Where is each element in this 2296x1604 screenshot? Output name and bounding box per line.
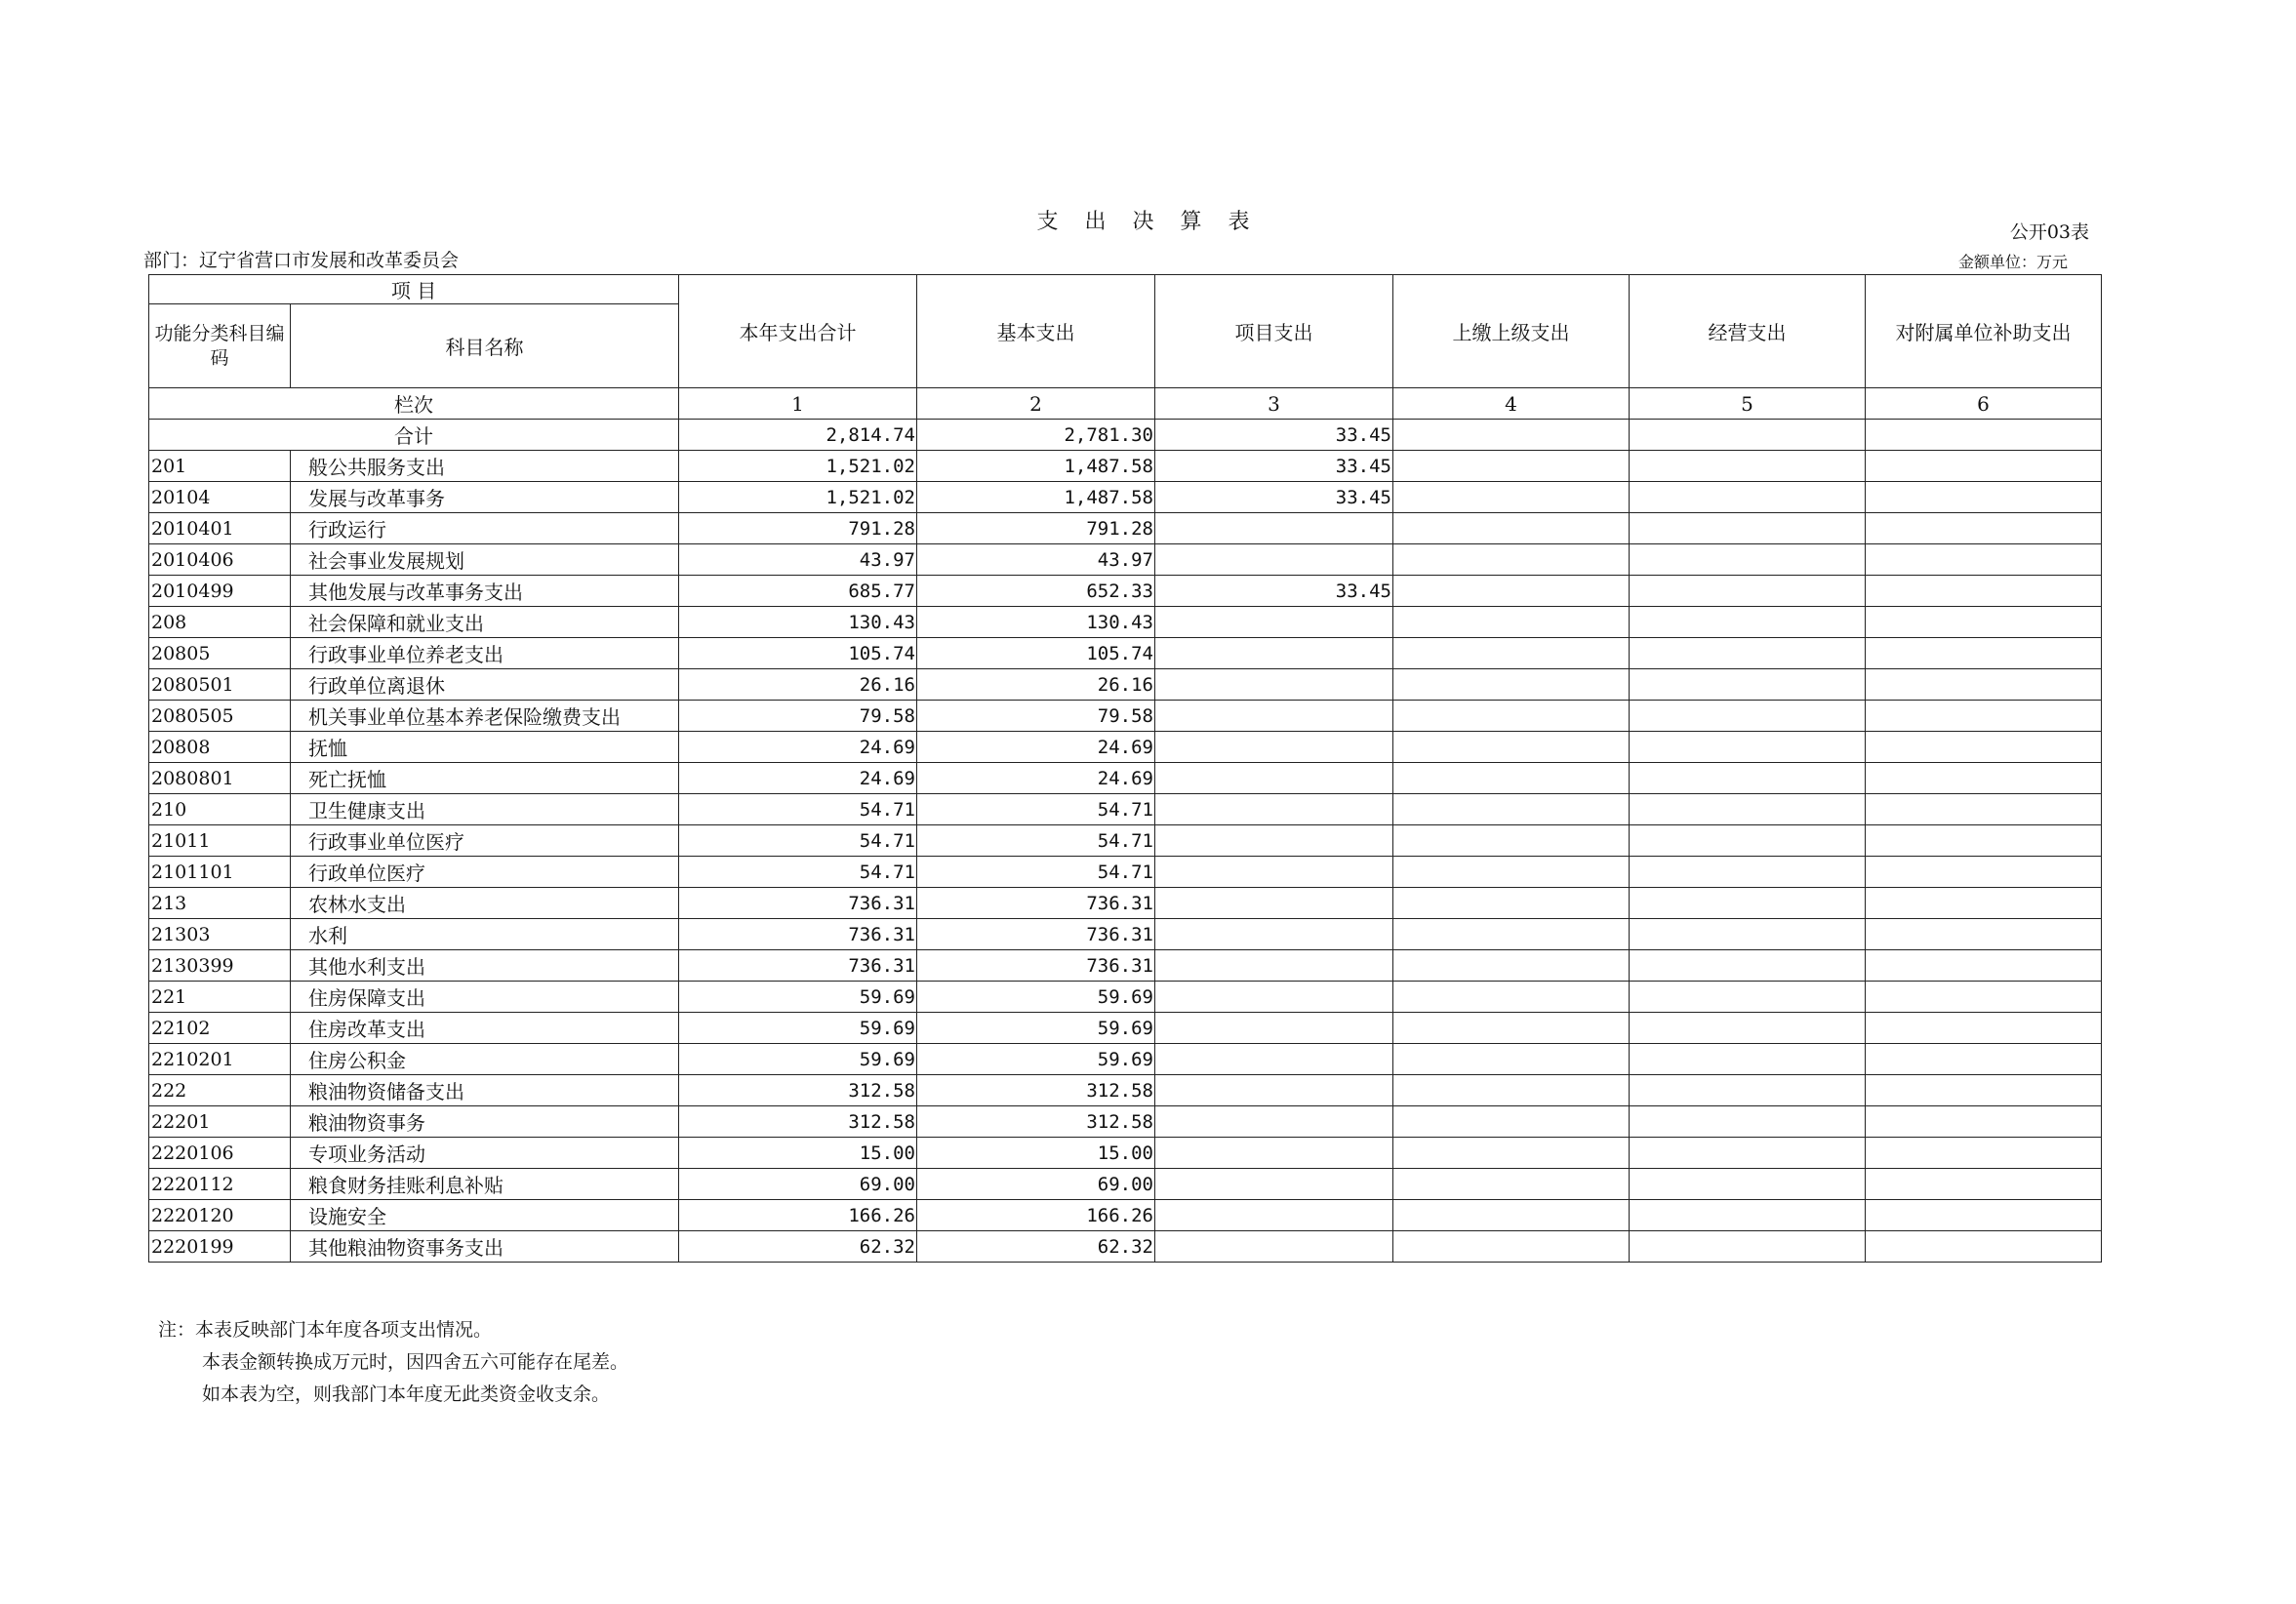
row-value (1630, 513, 1866, 544)
row-value (1155, 1138, 1393, 1169)
column-index: 3 (1155, 388, 1393, 420)
table-row (149, 1106, 2102, 1138)
department-label: 部门：辽宁省营口市发展和改革委员会 (143, 250, 460, 271)
row-value: 1,487.58 (917, 482, 1155, 513)
row-value (1630, 1075, 1866, 1106)
row-value (1630, 1138, 1866, 1169)
row-value (1630, 544, 1866, 576)
row-value: 312.58 (679, 1106, 917, 1138)
row-value (1393, 669, 1630, 701)
row-value (1866, 732, 2102, 763)
row-value: 33.45 (1155, 576, 1393, 607)
row-value (1866, 669, 2102, 701)
row-value: 79.58 (679, 701, 917, 732)
column-index: 4 (1393, 388, 1630, 420)
table-row (149, 1200, 2102, 1231)
row-value (1393, 919, 1630, 950)
row-value (1866, 576, 2102, 607)
row-value (1155, 732, 1393, 763)
form-number: 公开03表 (2009, 221, 2089, 243)
row-value (1630, 669, 1866, 701)
row-name: 行政事业单位养老支出 (291, 638, 679, 669)
column-index-row (149, 388, 2102, 420)
column-header: 对附属单位补助支出 (1866, 275, 2102, 388)
row-name: 机关事业单位基本养老保险缴费支出 (291, 701, 679, 732)
row-code: 2130399 (149, 950, 291, 982)
row-value (1393, 576, 1630, 607)
row-value (1866, 638, 2102, 669)
row-value (1393, 825, 1630, 857)
row-value (1866, 857, 2102, 888)
row-value: 54.71 (679, 794, 917, 825)
row-value: 26.16 (679, 669, 917, 701)
row-name: 般公共服务支出 (291, 451, 679, 482)
row-code: 22201 (149, 1106, 291, 1138)
row-value (1630, 732, 1866, 763)
row-value: 791.28 (679, 513, 917, 544)
row-value (1630, 919, 1866, 950)
row-value (1866, 919, 2102, 950)
row-value: 79.58 (917, 701, 1155, 732)
row-value (1155, 794, 1393, 825)
row-value (1866, 482, 2102, 513)
row-value (1155, 1169, 1393, 1200)
row-value: 685.77 (679, 576, 917, 607)
row-value (1630, 607, 1866, 638)
row-value: 69.00 (917, 1169, 1155, 1200)
row-value (1630, 1169, 1866, 1200)
row-value (1630, 1044, 1866, 1075)
row-name: 行政单位医疗 (291, 857, 679, 888)
row-value (1630, 638, 1866, 669)
column-index: 6 (1866, 388, 2102, 420)
row-value (1155, 950, 1393, 982)
row-value (1393, 1138, 1630, 1169)
row-value (1393, 1231, 1630, 1263)
row-value (1155, 1231, 1393, 1263)
row-value: 62.32 (917, 1231, 1155, 1263)
row-value (1393, 982, 1630, 1013)
note-line: 注：本表反映部门本年度各项支出情况。 (158, 1319, 493, 1341)
row-code: 2010401 (149, 513, 291, 544)
row-value: 43.97 (679, 544, 917, 576)
table-row (149, 1075, 2102, 1106)
notes (158, 1314, 628, 1411)
row-name: 粮食财务挂账利息补贴 (291, 1169, 679, 1200)
row-value (1866, 1138, 2102, 1169)
row-value (1155, 1075, 1393, 1106)
row-value (1866, 544, 2102, 576)
row-value (1866, 1169, 2102, 1200)
row-name: 住房公积金 (291, 1044, 679, 1075)
row-value: 54.71 (679, 825, 917, 857)
row-code: 221 (149, 982, 291, 1013)
table-row (149, 825, 2102, 857)
row-name: 社会事业发展规划 (291, 544, 679, 576)
row-name: 农林水支出 (291, 888, 679, 919)
row-value (1393, 794, 1630, 825)
table-row (149, 1231, 2102, 1263)
row-value: 54.71 (917, 857, 1155, 888)
row-value: 54.71 (679, 857, 917, 888)
row-value (1866, 950, 2102, 982)
note-line: 如本表为空，则我部门本年度无此类资金收支余。 (202, 1383, 611, 1405)
row-name: 水利 (291, 919, 679, 950)
row-value: 24.69 (679, 763, 917, 794)
row-value (1630, 982, 1866, 1013)
row-code: 2080501 (149, 669, 291, 701)
row-name: 死亡抚恤 (291, 763, 679, 794)
row-value (1393, 482, 1630, 513)
row-code: 222 (149, 1075, 291, 1106)
row-name: 粮油物资事务 (291, 1106, 679, 1138)
row-value: 791.28 (917, 513, 1155, 544)
row-value: 166.26 (917, 1200, 1155, 1231)
row-value (1866, 763, 2102, 794)
row-value (1155, 888, 1393, 919)
row-value (1393, 701, 1630, 732)
row-value (1393, 638, 1630, 669)
row-value (1393, 950, 1630, 982)
code-header: 功能分类科目编码 (149, 304, 291, 388)
row-name: 社会保障和就业支出 (291, 607, 679, 638)
row-code: 22102 (149, 1013, 291, 1044)
row-value (1630, 950, 1866, 982)
row-value (1630, 1231, 1866, 1263)
row-value (1630, 857, 1866, 888)
note-line: 本表金额转换成万元时，因四舍五六可能存在尾差。 (202, 1351, 629, 1373)
row-value: 105.74 (917, 638, 1155, 669)
table-row (149, 732, 2102, 763)
row-value: 33.45 (1155, 451, 1393, 482)
row-value (1155, 825, 1393, 857)
row-value (1866, 513, 2102, 544)
row-name: 专项业务活动 (291, 1138, 679, 1169)
row-value: 59.69 (917, 982, 1155, 1013)
row-value (1155, 1200, 1393, 1231)
table-row (149, 451, 2102, 482)
row-name: 抚恤 (291, 732, 679, 763)
row-value: 59.69 (917, 1044, 1155, 1075)
row-value (1866, 825, 2102, 857)
row-code: 2010499 (149, 576, 291, 607)
table-body (149, 388, 2102, 1263)
row-value (1155, 1044, 1393, 1075)
row-value (1155, 544, 1393, 576)
table-row (149, 1169, 2102, 1200)
table-row (149, 607, 2102, 638)
row-name: 其他水利支出 (291, 950, 679, 982)
row-value (1155, 701, 1393, 732)
row-value (1866, 701, 2102, 732)
row-code: 210 (149, 794, 291, 825)
row-value (1393, 857, 1630, 888)
row-code: 208 (149, 607, 291, 638)
row-value: 26.16 (917, 669, 1155, 701)
row-value: 24.69 (917, 763, 1155, 794)
row-value: 1,487.58 (917, 451, 1155, 482)
column-header: 项目支出 (1155, 275, 1393, 388)
row-value (1866, 1200, 2102, 1231)
row-code: 2101101 (149, 857, 291, 888)
row-name: 发展与改革事务 (291, 482, 679, 513)
row-value (1393, 544, 1630, 576)
row-value (1866, 794, 2102, 825)
total-row (149, 420, 2102, 451)
row-code: 20808 (149, 732, 291, 763)
row-value (1630, 794, 1866, 825)
row-value: 652.33 (917, 576, 1155, 607)
row-value: 54.71 (917, 794, 1155, 825)
row-value (1155, 857, 1393, 888)
row-name: 其他发展与改革事务支出 (291, 576, 679, 607)
row-value (1155, 919, 1393, 950)
row-name: 行政运行 (291, 513, 679, 544)
total-label: 合计 (149, 420, 679, 451)
row-value: 736.31 (917, 888, 1155, 919)
row-value (1155, 513, 1393, 544)
row-value (1155, 1013, 1393, 1044)
table-row (149, 888, 2102, 919)
row-value: 24.69 (917, 732, 1155, 763)
total-value (1630, 420, 1866, 451)
row-code: 2210201 (149, 1044, 291, 1075)
row-value: 736.31 (917, 919, 1155, 950)
row-value: 24.69 (679, 732, 917, 763)
table-row (149, 919, 2102, 950)
row-code: 21011 (149, 825, 291, 857)
column-header: 经营支出 (1630, 275, 1866, 388)
total-value: 2,814.74 (679, 420, 917, 451)
column-index: 1 (679, 388, 917, 420)
row-code: 2080505 (149, 701, 291, 732)
row-value (1393, 888, 1630, 919)
table-row (149, 576, 2102, 607)
row-value (1393, 763, 1630, 794)
column-header: 本年支出合计 (679, 275, 917, 388)
column-index-label: 栏次 (149, 388, 679, 420)
row-value: 33.45 (1155, 482, 1393, 513)
row-value (1155, 638, 1393, 669)
table-row (149, 763, 2102, 794)
row-value (1393, 1013, 1630, 1044)
row-value (1630, 825, 1866, 857)
table-row (149, 950, 2102, 982)
row-value (1866, 1106, 2102, 1138)
table-row (149, 1138, 2102, 1169)
table-row (149, 513, 2102, 544)
row-value: 1,521.02 (679, 482, 917, 513)
table-row (149, 669, 2102, 701)
row-value: 62.32 (679, 1231, 917, 1263)
row-value (1630, 701, 1866, 732)
row-name: 住房保障支出 (291, 982, 679, 1013)
column-index: 5 (1630, 388, 1866, 420)
row-value (1393, 1044, 1630, 1075)
report-title: 支 出 决 算 表 (1036, 210, 1260, 234)
total-value: 33.45 (1155, 420, 1393, 451)
row-value (1866, 451, 2102, 482)
row-value (1155, 669, 1393, 701)
row-value: 69.00 (679, 1169, 917, 1200)
row-value (1866, 607, 2102, 638)
row-value: 736.31 (679, 950, 917, 982)
row-code: 213 (149, 888, 291, 919)
table-row (149, 482, 2102, 513)
row-code: 2220112 (149, 1169, 291, 1200)
column-header: 上缴上级支出 (1393, 275, 1630, 388)
row-value: 736.31 (679, 919, 917, 950)
total-value (1866, 420, 2102, 451)
row-code: 2220120 (149, 1200, 291, 1231)
row-name: 行政事业单位医疗 (291, 825, 679, 857)
row-value (1866, 1231, 2102, 1263)
total-value: 2,781.30 (917, 420, 1155, 451)
row-code: 21303 (149, 919, 291, 950)
row-value (1866, 982, 2102, 1013)
row-value (1866, 1013, 2102, 1044)
row-value (1866, 1044, 2102, 1075)
row-value: 166.26 (679, 1200, 917, 1231)
row-value (1393, 607, 1630, 638)
row-value (1866, 888, 2102, 919)
row-code: 2220199 (149, 1231, 291, 1263)
row-value: 312.58 (917, 1106, 1155, 1138)
expenditure-table (148, 274, 2102, 1263)
row-value: 59.69 (679, 1013, 917, 1044)
table-row (149, 544, 2102, 576)
row-value (1155, 1106, 1393, 1138)
column-index: 2 (917, 388, 1155, 420)
row-value (1630, 482, 1866, 513)
row-value: 312.58 (679, 1075, 917, 1106)
item-header: 项 目 (149, 275, 679, 304)
row-value: 59.69 (917, 1013, 1155, 1044)
row-value: 15.00 (917, 1138, 1155, 1169)
row-value (1393, 1169, 1630, 1200)
row-value (1630, 763, 1866, 794)
row-value (1393, 1200, 1630, 1231)
row-value (1630, 451, 1866, 482)
row-value: 736.31 (679, 888, 917, 919)
row-value: 736.31 (917, 950, 1155, 982)
row-value: 130.43 (679, 607, 917, 638)
row-name: 粮油物资储备支出 (291, 1075, 679, 1106)
table-row (149, 794, 2102, 825)
row-value (1393, 513, 1630, 544)
row-value (1630, 888, 1866, 919)
row-name: 住房改革支出 (291, 1013, 679, 1044)
row-value (1630, 576, 1866, 607)
row-value: 312.58 (917, 1075, 1155, 1106)
name-header: 科目名称 (291, 304, 679, 388)
row-value: 54.71 (917, 825, 1155, 857)
row-value (1630, 1106, 1866, 1138)
row-value: 1,521.02 (679, 451, 917, 482)
row-value (1155, 763, 1393, 794)
row-value (1630, 1200, 1866, 1231)
row-value (1393, 1106, 1630, 1138)
row-value: 59.69 (679, 982, 917, 1013)
row-value: 105.74 (679, 638, 917, 669)
row-code: 2220106 (149, 1138, 291, 1169)
row-value: 59.69 (679, 1044, 917, 1075)
row-name: 其他粮油物资事务支出 (291, 1231, 679, 1263)
row-value (1155, 607, 1393, 638)
row-name: 设施安全 (291, 1200, 679, 1231)
row-value: 130.43 (917, 607, 1155, 638)
table-row (149, 1044, 2102, 1075)
row-name: 行政单位离退休 (291, 669, 679, 701)
row-code: 2080801 (149, 763, 291, 794)
row-code: 2010406 (149, 544, 291, 576)
column-header: 基本支出 (917, 275, 1155, 388)
table-row (149, 1013, 2102, 1044)
table-row (149, 701, 2102, 732)
row-value: 43.97 (917, 544, 1155, 576)
row-code: 201 (149, 451, 291, 482)
row-value (1866, 1075, 2102, 1106)
table-row (149, 638, 2102, 669)
row-name: 卫生健康支出 (291, 794, 679, 825)
row-value (1155, 982, 1393, 1013)
row-code: 20805 (149, 638, 291, 669)
row-value (1393, 732, 1630, 763)
table-row (149, 857, 2102, 888)
total-value (1393, 420, 1630, 451)
row-value (1630, 1013, 1866, 1044)
row-code: 20104 (149, 482, 291, 513)
row-value: 15.00 (679, 1138, 917, 1169)
table-row (149, 982, 2102, 1013)
amount-unit-label: 金额单位：万元 (1957, 253, 2068, 271)
row-value (1393, 451, 1630, 482)
row-value (1393, 1075, 1630, 1106)
